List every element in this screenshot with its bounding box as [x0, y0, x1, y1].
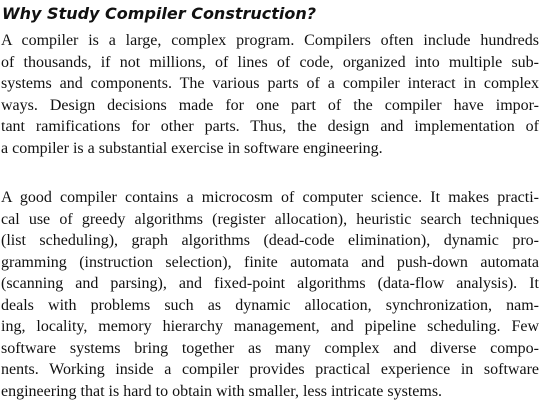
- paragraph-line: A good compiler contains a microcosm of computer science. It makes practi-: [1, 189, 539, 206]
- paragraph-line: A compiler is a large, complex program. Compilers often include hundreds: [1, 32, 539, 49]
- paragraph-line: of thousands, if not millions, of lines of code, organized into multiple sub-: [1, 53, 539, 71]
- paragraph-line: engineering that is hard to obtain with smaller, less intricate systems.: [1, 382, 443, 400]
- paragraph-1: [0, 30, 540, 159]
- paragraph-line: systems and components. The various parts of a compiler interact in complex: [1, 75, 539, 92]
- paragraph-line: deals with problems such as dynamic allocation, synchronization, nam-: [1, 296, 539, 314]
- section-title: Why Study Compiler Construction?: [2, 4, 317, 23]
- paragraph-line: software systems bring together as many complex and diverse compo-: [1, 339, 539, 357]
- paragraph-2: [0, 187, 540, 402]
- paragraph-line: a compiler is a substantial exercise in software engineering.: [1, 139, 383, 157]
- paragraph-line: cal use of greedy algorithms (register allocation), heuristic search techniques: [1, 210, 539, 228]
- paragraph-line: nents. Working inside a compiler provides practical experience in software: [1, 361, 539, 378]
- paragraph-line: tant ramifications for other parts. Thus, the design and implementation of: [1, 118, 539, 135]
- paragraph-line: (list scheduling), graph algorithms (dead-code elimination), dynamic pro-: [1, 232, 539, 249]
- paragraph-line: ing, locality, memory hierarchy management, and pipeline scheduling. Few: [1, 318, 539, 335]
- paragraph-line: ways. Design decisions made for one part of the compiler have impor-: [1, 96, 539, 114]
- paragraph-line: gramming (instruction selection), finite automata and push-down automata: [1, 253, 539, 271]
- paragraph-line: (scanning and parsing), and fixed-point algorithms (data-flow analysis). It: [1, 275, 539, 292]
